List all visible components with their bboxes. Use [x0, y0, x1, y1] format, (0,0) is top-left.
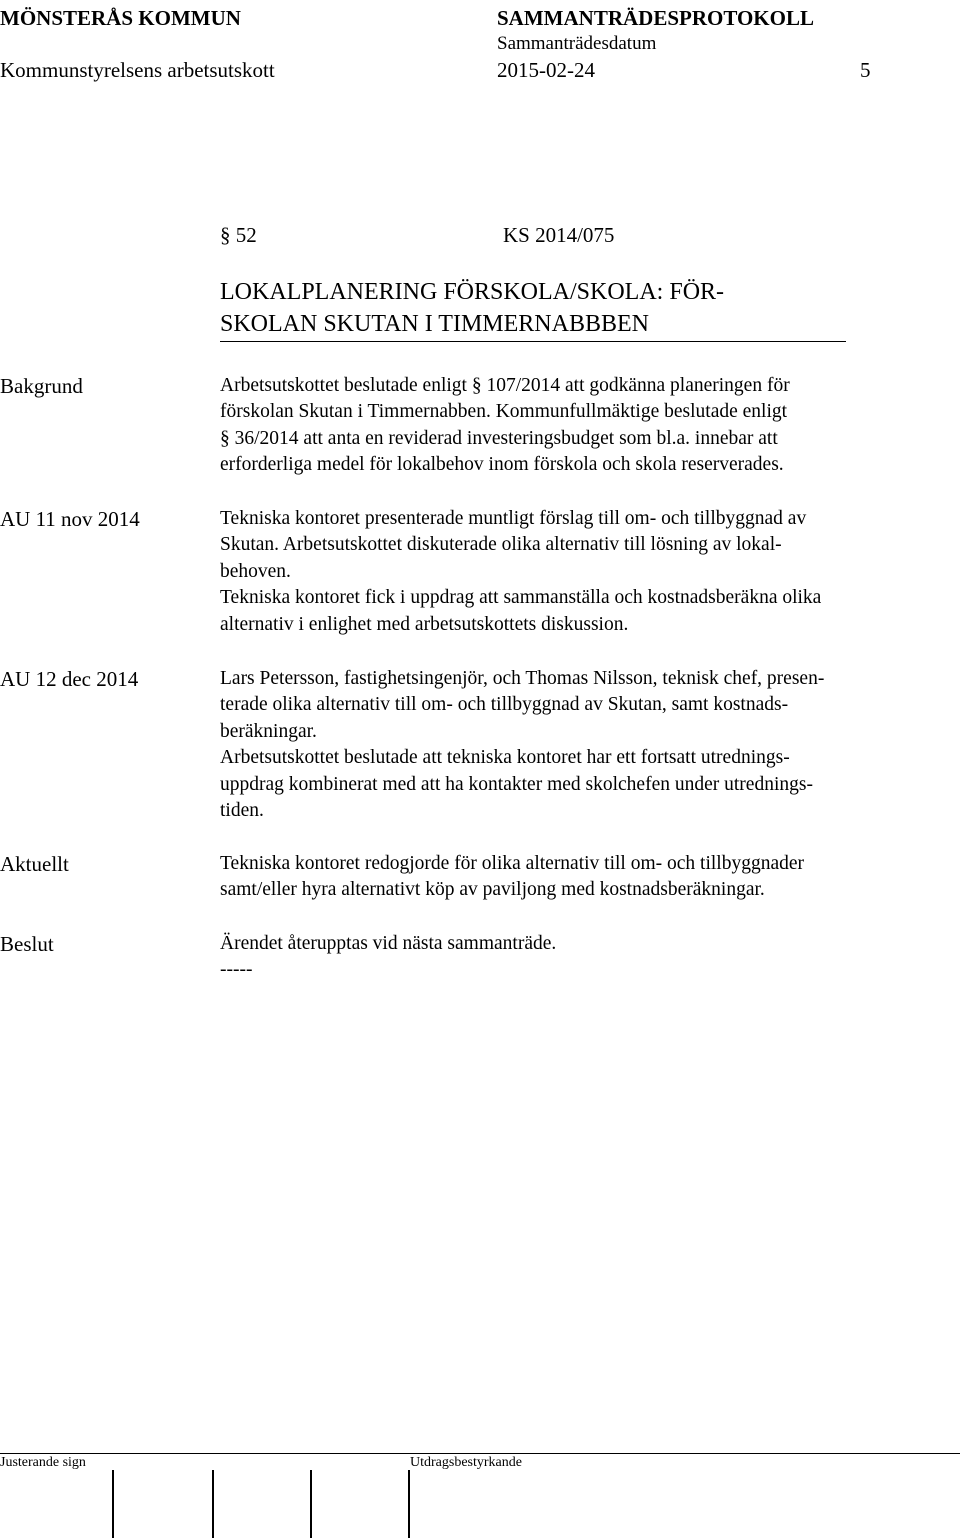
document-type: SAMMANTRÄDESPROTOKOLL: [497, 6, 814, 30]
paragraph-bakgrund: [220, 373, 940, 479]
label-au-nov: AU 11 nov 2014: [0, 507, 140, 531]
municipality-name: MÖNSTERÅS KOMMUN: [0, 6, 241, 30]
text-line: -----: [220, 959, 253, 981]
label-au-dec: AU 12 dec 2014: [0, 667, 139, 691]
text-line: Tekniska kontoret fick i uppdrag att sammanställa och kostnadsberäkna olika: [220, 587, 822, 609]
text-line: Arbetsutskottet beslutade att tekniska kontoret har ett fortsatt utrednings-: [220, 747, 790, 769]
case-number: KS 2014/075: [503, 223, 615, 247]
signature-box-divider: [408, 1470, 410, 1538]
text-line: förskolan Skutan i Timmernabben. Kommunfullmäktige beslutade enligt: [220, 401, 788, 423]
section-paragraph-number: § 52: [220, 223, 257, 247]
label-bakgrund: Bakgrund: [0, 374, 83, 398]
label-beslut: Beslut: [0, 932, 54, 956]
text-line: Lars Petersson, fastighetsingenjör, och Thomas Nilsson, teknisk chef, presen-: [220, 668, 825, 689]
text-line: samt/eller hyra alternativt köp av paviljong med kostnadsberäkningar.: [220, 879, 765, 901]
text-line: Ärendet återupptas vid nästa sammanträde.: [220, 933, 557, 954]
text-line: Tekniska kontoret presenterade muntligt förslag till om- och tillbyggnad av: [220, 508, 807, 529]
text-line: behoven.: [220, 560, 291, 582]
text-line: uppdrag kombinerat med att ha kontakter med skolchefen under utrednings-: [220, 773, 813, 795]
footer-justerande-sign: Justerande sign: [0, 1455, 86, 1470]
signature-box-divider: [212, 1470, 214, 1538]
text-line: Skutan. Arbetsutskottet diskuterade olika alternativ till lösning av lokal-: [220, 534, 782, 556]
text-line: § 36/2014 att anta en reviderad investeringsbudget som bl.a. innebar att: [220, 427, 778, 449]
text-line: beräkningar.: [220, 720, 317, 742]
page-number: 5: [860, 58, 871, 82]
title-underline: [220, 341, 846, 342]
paragraph-beslut: [220, 931, 940, 984]
text-line: erforderliga medel för lokalbehov inom förskola och skola reserverades.: [220, 454, 784, 476]
paragraph-aktuellt: [220, 851, 940, 904]
section-title-line-1: LOKALPLANERING FÖRSKOLA/SKOLA: FÖR-: [220, 279, 725, 305]
section-title-line-2: SKOLAN SKUTAN I TIMMERNABBBEN: [220, 311, 649, 337]
paragraph-au-dec: [220, 666, 940, 824]
meeting-date-label: Sammanträdesdatum: [497, 33, 657, 54]
footer-rule: [0, 1453, 960, 1454]
text-line: Arbetsutskottet beslutade enligt § 107/2014 att godkänna planeringen för: [220, 375, 790, 396]
label-aktuellt: Aktuellt: [0, 852, 69, 876]
meeting-date: 2015-02-24: [497, 58, 595, 82]
text-line: terade olika alternativ till om- och tillbyggnad av Skutan, samt kostnads-: [220, 694, 789, 716]
footer-utdragsbestyrkande: Utdragsbestyrkande: [410, 1455, 522, 1470]
paragraph-au-nov: [220, 506, 940, 638]
text-line: alternativ i enlighet med arbetsutskottets diskussion.: [220, 613, 629, 635]
text-line: Tekniska kontoret redogjorde för olika alternativ till om- och tillbyggnader: [220, 853, 805, 874]
signature-box-divider: [310, 1470, 312, 1538]
committee-name: Kommunstyrelsens arbetsutskott: [0, 58, 275, 82]
text-line: tiden.: [220, 800, 264, 822]
signature-box-divider: [112, 1470, 114, 1538]
